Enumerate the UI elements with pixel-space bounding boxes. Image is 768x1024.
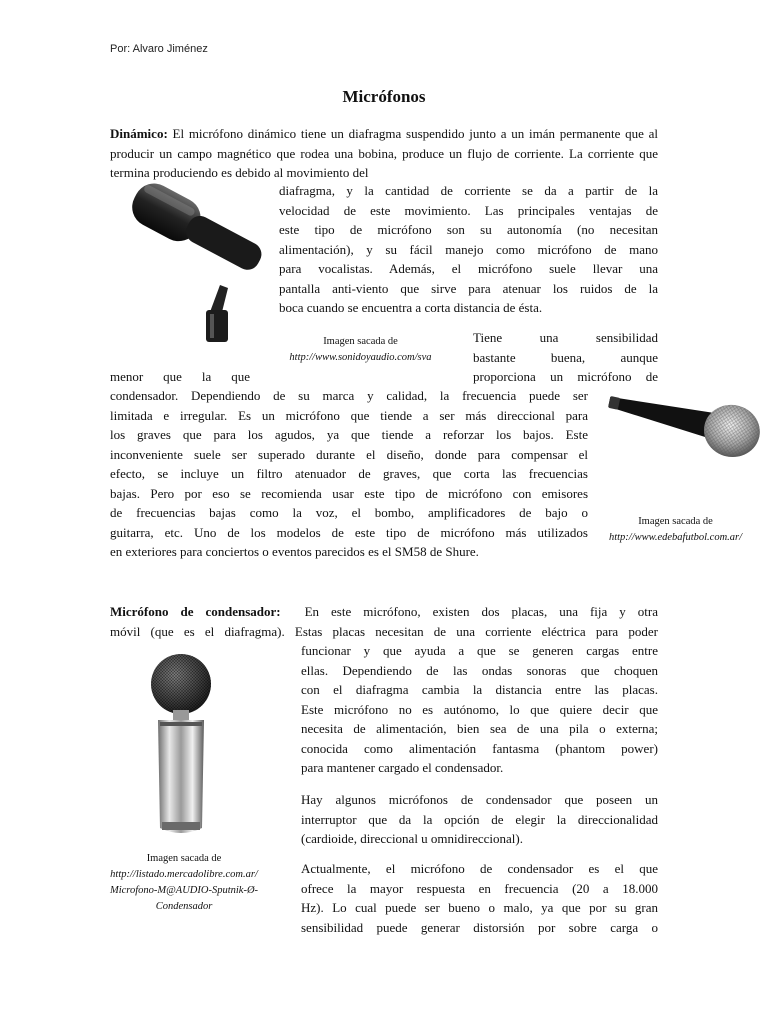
text-line: Actualmente, el micrófono de condensador es el que [301,861,658,876]
text-line: en exteriores para conciertos o eventos parecidos es el SM58 de Shure. [110,544,479,559]
text-line: los graves que para los agudos, ya que tiende a reforzar los bajos. Este [110,427,588,442]
caption-url: http://listado.mercadolibre.com.ar/ [110,869,258,880]
condenser-intro [110,602,658,641]
dynamic-left-fragment [110,367,250,387]
dynamic-mic-image [110,180,270,345]
handheld-mic-image [600,380,765,500]
condenser-p1 [301,641,658,778]
text-line: sensibilidad puede generar distorsión por sobre carga o [301,919,658,935]
dynamic-wrap-paragraph [279,181,658,318]
text-line: conocida como alimentación fantasma (phantom power) [301,740,658,756]
text-line: Este micrófono no es autónomo, lo que quiere decir que [301,701,658,717]
text-line: guitarra, etc. Uno de los modelos de este tipo de micrófono más utilizados [110,524,588,540]
condenser-p2 [301,790,658,849]
caption-line: Imagen sacada de [638,516,713,527]
handheld-image-caption [588,514,763,546]
text-line: ellas. Dependiendo de las ondas sonoras que choquen [301,662,658,678]
text-line: interruptor que da la opción de elegir la direccionalidad [301,811,658,827]
text-line: menor que la que [110,369,250,384]
condenser-p3 [301,859,658,937]
caption-url: Microfono-M@AUDIO-Sputnik-Ø- [109,885,259,896]
text-line: Tiene una sensibilidad [473,330,658,345]
text-line: velocidad de este movimiento. Las principales ventajas de [279,202,658,218]
text-line: condensador. Dependiendo de su marca y calidad, la frecuencia puede ser [110,388,588,403]
dynamic-intro [110,124,658,183]
text-line: limitada e irregular. Es un micrófono que tiende a ser más direccional para [110,407,588,423]
dynamic-rest-paragraph [110,386,588,562]
text-line: de frecuencias bajas como la voz, el bombo, amplificadores de bajo o [110,505,588,520]
text-line: Hz). Lo cual puede ser bueno o malo, ya que por su gran [301,900,658,915]
text-line: inconveniente suele ser superado durante el diseño, donde para compensar el [110,446,588,462]
condenser-intro-line: En este micrófono, existen dos placas, una fija y otra [304,604,658,619]
text-line: Hay algunos micrófonos de condensador que poseen un [301,792,658,807]
text-line: proporciona un micrófono de [473,369,658,384]
text-line: (cardioide, direccional u omnidireccional). [301,831,523,846]
text-line: diafragma, y la cantidad de corriente se da a partir de la [279,183,658,198]
dynamic-right-fragment [473,328,658,387]
text-line: bastante buena, aunque [473,349,658,365]
text-line: necesita de alimentación, bien sea de una pila o externa; [301,721,658,736]
text-line: bajas. Pero por eso se recomienda usar este tipo de micrófono con emisores [110,485,588,501]
condenser-image-caption [86,851,282,915]
caption-url: http://www.edebafutbol.com.ar/ [608,532,743,543]
dynamic-intro-text: El micrófono dinámico tiene un diafragma suspendido junto a un imán permanente que al producir un campo magnético que rodea una bobina, produce un flujo de corriente. La corriente que termina produciendo es debido al movimiento del [110,126,658,180]
dynamic-label: Dinámico: [110,126,168,141]
text-line: móvil (que es el diafragma). Estas placas necesitan de una corriente eléctrica para poder [110,623,658,639]
caption-url: Condensador [155,901,213,912]
text-line [110,602,658,622]
condenser-mic-image [140,652,222,842]
text-line: funcionar y que ayuda a que se generen cargas entre [301,643,658,658]
text-line: con el diafragma cambia la distancia entre las placas. [301,682,658,697]
text-line: alimentación), y su fácil manejo como micrófono de mano [279,241,658,257]
caption-line: Imagen sacada de [323,336,398,347]
text-line: este tipo de micrófono son su autonomía (no necesitan [279,222,658,237]
text-line: ofrece la mayor respuesta en frecuencia (20 a 18.000 [301,880,658,896]
author-line: Por: Alvaro Jiménez [110,43,208,55]
page-title: Micrófonos [342,87,426,106]
text-line: para vocalistas. Además, el micrófono suele llevar una [279,261,658,276]
dynamic-image-caption [268,334,453,366]
text-line: efecto, se incluye un filtro atenuador de graves, que corta las frecuencias [110,466,588,481]
condenser-label: Micrófono de condensador: [110,604,281,619]
text-line: pantalla anti-viento que sirve para atenuar los ruidos de la [279,280,658,296]
text-line: boca cuando se encuentra a corta distancia de ésta. [279,300,543,315]
caption-line: Imagen sacada de [146,853,222,864]
text-line: para mantener cargado el condensador. [301,760,504,775]
caption-url: http://www.sonidoyaudio.com/sva [289,352,432,363]
